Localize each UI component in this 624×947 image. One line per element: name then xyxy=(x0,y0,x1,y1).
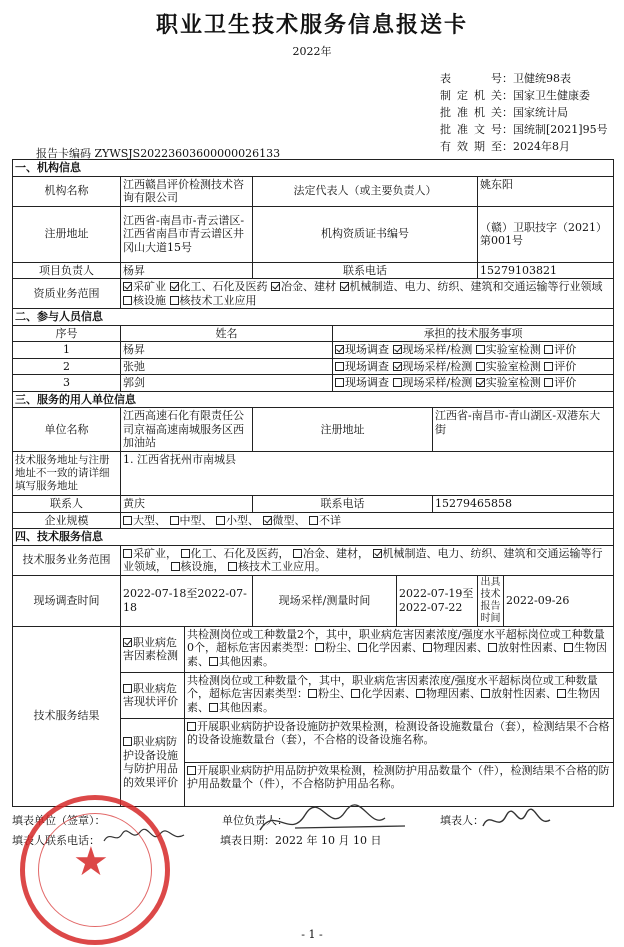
checkbox-empty-icon[interactable] xyxy=(481,689,490,698)
checkbox[interactable]: 化工、石化及医药 xyxy=(170,280,268,293)
check-icon[interactable] xyxy=(393,345,402,354)
checkbox-empty-icon xyxy=(123,296,132,305)
cert-no: （赣）卫职技字（2021）第001号 xyxy=(478,206,614,262)
meta-row: 批准机关：国家统计局 xyxy=(440,106,568,119)
legal-rep-label: 法定代表人（或主要负责人） xyxy=(253,176,478,206)
cert-label: 机构资质证书编号 xyxy=(253,206,478,262)
checkbox-empty-icon[interactable] xyxy=(228,562,237,571)
name-header: 姓名 xyxy=(121,325,333,342)
checkbox-empty-icon[interactable] xyxy=(187,766,196,775)
checkbox-empty-icon[interactable] xyxy=(187,722,196,731)
check-icon[interactable] xyxy=(335,345,344,354)
legal-rep: 姚东阳 xyxy=(478,176,614,206)
check-icon xyxy=(271,282,280,291)
check-icon xyxy=(340,282,349,291)
checkbox-empty-icon[interactable] xyxy=(423,643,432,652)
unit-addr-label: 注册地址 xyxy=(253,408,433,452)
report-label: 出具技术报告时间 xyxy=(478,575,504,626)
check-icon[interactable] xyxy=(373,549,382,558)
checkbox-empty-icon[interactable] xyxy=(544,362,553,371)
pm-name: 杨昇 xyxy=(121,262,253,279)
checkbox-empty-icon[interactable] xyxy=(476,345,485,354)
meta-row: 批准文号：国统制[2021]95号 xyxy=(440,123,608,136)
row-name: 郭剑 xyxy=(121,375,333,392)
sample-label: 现场采样/测量时间 xyxy=(253,575,397,626)
checkbox[interactable]: 冶金、建材 xyxy=(271,280,336,293)
row-items: 现场调查 现场采样/检测 实验室检测 评价 xyxy=(333,375,614,392)
filler-phone-label: 填表人联系电话： xyxy=(12,834,100,847)
report-year: 2022年 xyxy=(292,45,332,58)
checkbox[interactable]: 核技术工业应用 xyxy=(170,294,257,307)
checkbox[interactable]: 采矿业 xyxy=(123,280,166,293)
section1-title: 一、机构信息 xyxy=(13,160,614,177)
section4-title: 四、技术服务信息 xyxy=(13,529,614,546)
row-items: 现场调查 现场采样/检测 实验室检测 评价 xyxy=(333,358,614,375)
contact-phone: 15279465858 xyxy=(433,496,614,513)
row-no: 2 xyxy=(13,358,121,375)
meta-row: 有效期至：2024年8月 xyxy=(440,140,570,153)
unit-name: 江西高速石化有限责任公司京福高速南城服务区西加油站 xyxy=(121,408,253,452)
r3-option[interactable]: 职业病防护设备设施与防护用品的效果评价 xyxy=(121,718,185,806)
result-label: 技术服务结果 xyxy=(13,626,121,806)
checkbox-empty-icon[interactable] xyxy=(351,689,360,698)
checkbox-empty-icon[interactable] xyxy=(123,516,132,525)
size-options: 大型、 中型、 小型、 微型、 不详 xyxy=(121,512,614,529)
checkbox-empty-icon[interactable] xyxy=(358,643,367,652)
checkbox-empty-icon[interactable] xyxy=(209,657,218,666)
survey-time: 2022-07-18至2022-07-18 xyxy=(121,575,253,626)
table-row xyxy=(13,358,614,375)
contact-label: 联系人 xyxy=(13,496,121,513)
seq-header: 序号 xyxy=(13,325,121,342)
pm-label: 项目负责人 xyxy=(13,262,121,279)
r3a-text: 开展职业病防护设备设施防护效果检测，检测设备设施数量台（套），检测结果不合格的设备设施数量台（套），不合格的设备设施名称。 xyxy=(185,718,614,762)
section3-title: 三、服务的用人单位信息 xyxy=(13,391,614,408)
checkbox-empty-icon[interactable] xyxy=(308,689,317,698)
page-title: 职业卫生技术服务信息报送卡 xyxy=(155,12,468,38)
checkbox-empty-icon[interactable] xyxy=(476,362,485,371)
org-name-label: 机构名称 xyxy=(13,176,121,206)
row-name: 张弛 xyxy=(121,358,333,375)
checkbox-empty-icon[interactable] xyxy=(123,549,132,558)
checkbox-empty-icon[interactable] xyxy=(335,378,344,387)
row-no: 3 xyxy=(13,375,121,392)
size-label: 企业规模 xyxy=(13,512,121,529)
seal-star-icon: ★ xyxy=(73,839,109,885)
filler-label: 填表人： xyxy=(440,814,484,827)
checkbox-empty-icon[interactable] xyxy=(293,549,302,558)
checkbox-empty-icon xyxy=(123,737,132,746)
check-icon[interactable] xyxy=(393,362,402,371)
sample-time: 2022-07-19至2022-07-22 xyxy=(397,575,478,626)
table-row xyxy=(13,375,614,392)
contact-name: 黄庆 xyxy=(121,496,253,513)
r2-text: 共检测岗位或工种数量个，其中，职业病危害因素浓度/强度水平超标岗位或工种数量个，超标危害因素类型： 粉尘、 化学因素、 物理因素、 放射性因素、 生物因素、 其他因素。 xyxy=(185,672,614,718)
survey-label: 现场调查时间 xyxy=(13,575,121,626)
items-header: 承担的技术服务事项 xyxy=(333,325,614,342)
checkbox-empty-icon[interactable] xyxy=(170,516,179,525)
checkbox-empty-icon[interactable] xyxy=(315,643,324,652)
meta-row: 制定机关：国家卫生健康委 xyxy=(440,89,590,102)
bscope-options: 采矿业， 化工、石化及医药， 冶金、建材， 机械制造、电力、纺织、建筑和交通运输等行业领域， 核设施， 核技术工业应用。 xyxy=(121,545,614,575)
checkbox-empty-icon[interactable] xyxy=(335,362,344,371)
checkbox-empty-icon[interactable] xyxy=(416,689,425,698)
checkbox-empty-icon[interactable] xyxy=(181,549,190,558)
row-name: 杨昇 xyxy=(121,342,333,359)
section2-title: 二、参与人员信息 xyxy=(13,309,614,326)
org-addr-label: 注册地址 xyxy=(13,206,121,262)
meta-row: 表 号：卫健统98表 xyxy=(440,72,571,85)
checkbox-empty-icon[interactable] xyxy=(171,562,180,571)
svc-addr-label: 技术服务地址与注册地址不一致的请详细填写服务地址 xyxy=(13,452,121,496)
filler-signature xyxy=(478,806,558,836)
fill-date: 填表日期：2022 年 10 月 10 日 xyxy=(220,834,382,847)
r1-option[interactable]: 职业病危害因素检测 xyxy=(121,626,185,672)
r1-text: 共检测岗位或工种数量2个，其中，职业病危害因素浓度/强度水平超标岗位或工种数量0个，超标危害因素类型： 粉尘、 化学因素、 物理因素、 放射性因素、 生物因素、 其他因素。 xyxy=(185,626,614,672)
svc-addr: 1. 江西省抚州市南城县 xyxy=(121,452,614,496)
checkbox-empty-icon[interactable] xyxy=(544,345,553,354)
checkbox-empty-icon[interactable] xyxy=(309,516,318,525)
checkbox-empty-icon xyxy=(170,296,179,305)
checkbox-empty-icon[interactable] xyxy=(216,516,225,525)
check-icon xyxy=(123,638,132,647)
checkbox-empty-icon[interactable] xyxy=(564,643,573,652)
checkbox-empty-icon[interactable] xyxy=(557,689,566,698)
checkbox-empty-icon[interactable] xyxy=(544,378,553,387)
unit-addr: 江西省-南昌市-青山湖区-双港东大街 xyxy=(433,408,614,452)
check-icon xyxy=(170,282,179,291)
scope-label: 资质业务范围 xyxy=(13,279,121,309)
row-no: 1 xyxy=(13,342,121,359)
org-name: 江西赣昌评价检测技术咨询有限公司 xyxy=(121,176,253,206)
head-signature xyxy=(255,800,415,845)
page-number: - 1 - xyxy=(301,928,323,941)
table-row xyxy=(13,342,614,359)
unit-head-label: 单位负责人： xyxy=(222,814,288,827)
r2-option[interactable]: 职业病危害现状评价 xyxy=(121,672,185,718)
check-icon xyxy=(123,282,132,291)
checkbox-empty-icon[interactable] xyxy=(488,643,497,652)
check-icon[interactable] xyxy=(476,378,485,387)
info-table xyxy=(12,159,614,807)
org-addr: 江西省-南昌市-青云谱区-江西省南昌市青云谱区井冈山大道15号 xyxy=(121,206,253,262)
bscope-label: 技术服务业务范围 xyxy=(13,545,121,575)
checkbox[interactable]: 核设施 xyxy=(123,294,166,307)
contact-phone-label: 联系电话 xyxy=(253,496,433,513)
checkbox[interactable]: 机械制造、电力、纺织、建筑和交通运输等行业领域 xyxy=(340,280,603,293)
unit-name-label: 单位名称 xyxy=(13,408,121,452)
scope-options xyxy=(121,279,614,309)
r3b-text: 开展职业病防护用品防护效果检测，检测防护用品数量个（件），检测结果不合格的防护用品数量个（件），不合格防护用品名称。 xyxy=(185,762,614,806)
form-meta xyxy=(440,70,608,155)
checkbox-empty-icon[interactable] xyxy=(393,378,402,387)
pm-phone: 15279103821 xyxy=(478,262,614,279)
unit-sign-label: 填表单位（签章）： xyxy=(12,814,106,827)
phone-label: 联系电话 xyxy=(253,262,478,279)
card-number: 报告卡编码 ZYWSJS20223603600000026133 xyxy=(36,147,281,160)
report-time: 2022-09-26 xyxy=(504,575,614,626)
check-icon[interactable] xyxy=(263,516,272,525)
checkbox-empty-icon[interactable] xyxy=(209,703,218,712)
checkbox-empty-icon xyxy=(123,684,132,693)
row-items: 现场调查 现场采样/检测 实验室检测 评价 xyxy=(333,342,614,359)
